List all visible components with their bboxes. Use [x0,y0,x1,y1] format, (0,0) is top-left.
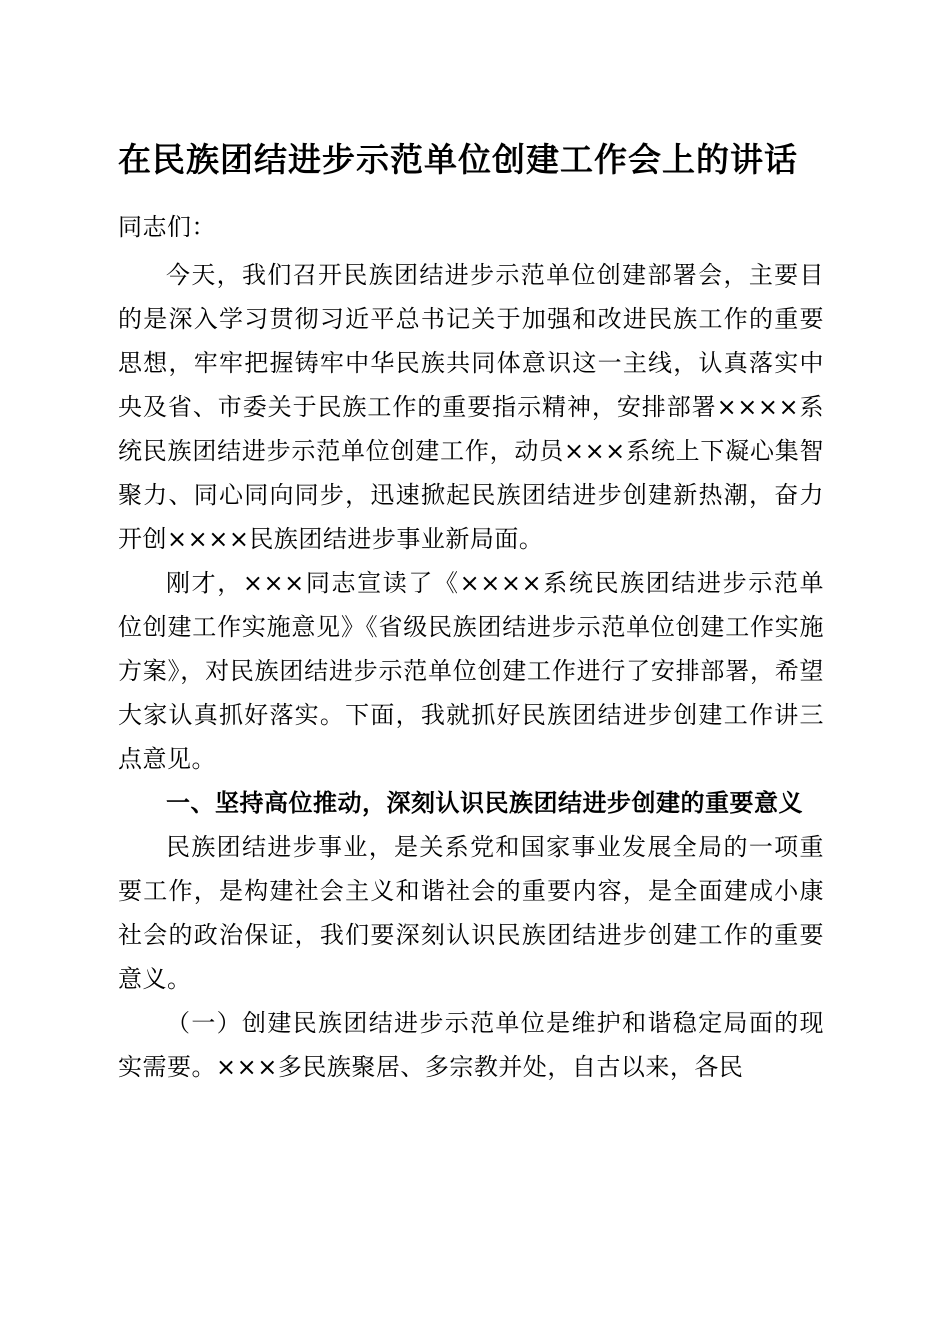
paragraph-1: 今天，我们召开民族团结进步示范单位创建部署会，主要目的是深入学习贯彻习近平总书记关于加强和改进民族工作的重要思想，牢牢把握铸牢中华民族共同体意识这一主线，认真落实中央及省、市委关于民族工作的重要指示精神，安排部署××××系统民族团结进步示范单位创建工作，动员×××系统上下凝心集智聚力、同心同向同步，迅速掀起民族团结进步创建新热潮，奋力开创××××民族团结进步事业新局面。 [118,261,824,553]
greeting: 同志们： [118,213,216,241]
section-heading-1: 一、坚持高位推动，深刻认识民族团结进步创建的重要意义 [166,789,803,817]
section-paragraph: 民族团结进步事业，是关系党和国家事业发展全局的一项重要工作，是构建社会主义和谐社会的重要内容，是全面建成小康社会的政治保证，我们要深刻认识民族团结进步创建工作的重要意义。 [118,833,824,993]
document-body [118,205,824,1089]
subsection-paragraph: （一）创建民族团结进步示范单位是维护和谐稳定局面的现实需要。×××多民族聚居、多宗教并处，自古以来，各民 [118,1009,824,1081]
document-title: 在民族团结进步示范单位创建工作会上的讲话 [118,140,798,179]
paragraph-2: 刚才，×××同志宣读了《××××系统民族团结进步示范单位创建工作实施意见》《省级民族团结进步示范单位创建工作实施方案》，对民族团结进步示范单位创建工作进行了安排部署，希望大家认真抓好落实。下面，我就抓好民族团结进步创建工作讲三点意见。 [118,569,824,773]
